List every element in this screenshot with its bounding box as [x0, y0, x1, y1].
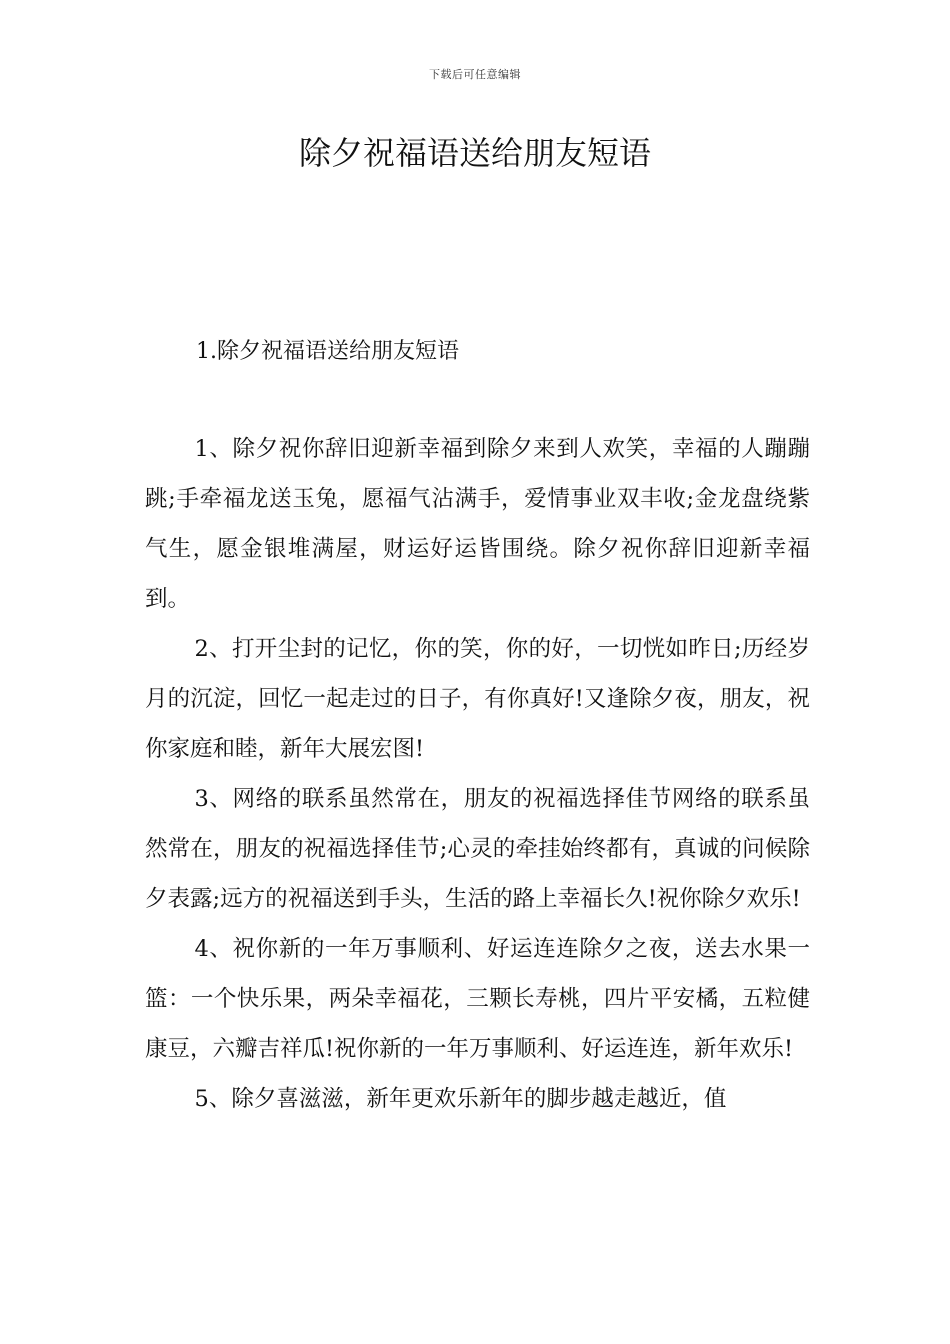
paragraph-1: 1、除夕祝你辞旧迎新幸福到除夕来到人欢笑，幸福的人蹦蹦跳;手牵福龙送玉兔，愿福气沾满手，爱情事业双丰收;金龙盘绕紫气生，愿金银堆满屋，财运好运皆围绕。除夕祝你辞旧迎新幸福到。	[145, 436, 810, 612]
document-title: 除夕祝福语送给朋友短语	[298, 134, 651, 172]
paragraph-4: 4、祝你新的一年万事顺利、好运连连除夕之夜，送去水果一篮：一个快乐果，两朵幸福花，三颗长寿桃，四片平安橘，五粒健康豆，六瓣吉祥瓜!祝你新的一年万事顺利、好运连连，新年欢乐!	[145, 936, 810, 1062]
body-text	[145, 424, 810, 1124]
section-heading: 1.除夕祝福语送给朋友短语	[196, 339, 459, 364]
header-note: 下载后可任意编辑	[429, 68, 521, 81]
paragraph-2: 2、打开尘封的记忆，你的笑，你的好，一切恍如昨日;历经岁月的沉淀，回忆一起走过的日子，有你真好!又逢除夕夜，朋友，祝你家庭和睦，新年大展宏图!	[145, 636, 810, 762]
paragraph-5: 5、除夕喜滋滋，新年更欢乐新年的脚步越走越近，值	[194, 1086, 727, 1112]
paragraph-3: 3、网络的联系虽然常在，朋友的祝福选择佳节网络的联系虽然常在，朋友的祝福选择佳节;心灵的牵挂始终都有，真诚的问候除夕表露;远方的祝福送到手头，生活的路上幸福长久!祝你除夕欢乐!	[145, 786, 810, 912]
